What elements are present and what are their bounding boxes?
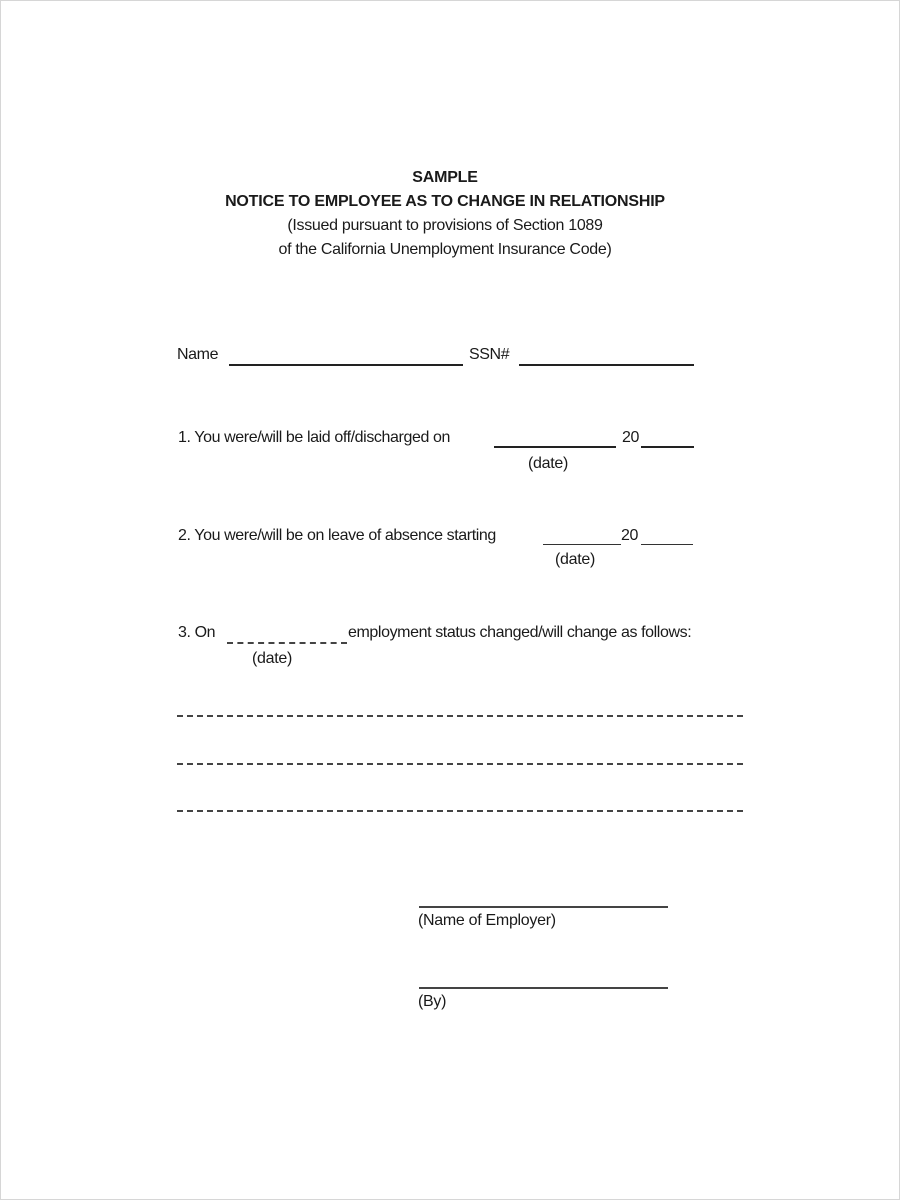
- document-subtitle-line2: of the California Unemployment Insurance Code): [278, 241, 612, 258]
- item-3-text: employment status changed/will change as follows:: [348, 624, 692, 641]
- item-1-text: 1. You were/will be laid off/discharged on: [178, 429, 450, 446]
- employer-name-field[interactable]: [419, 906, 668, 908]
- employer-name-label: (Name of Employer): [418, 912, 556, 929]
- item-2-date-field[interactable]: [543, 544, 621, 545]
- item-3-prefix: 3. On: [178, 624, 216, 641]
- item-1-date-field[interactable]: [494, 446, 616, 448]
- item-2-year-field[interactable]: [641, 544, 693, 545]
- by-signature-field[interactable]: [419, 987, 668, 989]
- item-2-text: 2. You were/will be on leave of absence starting: [178, 527, 496, 544]
- document-title: NOTICE TO EMPLOYEE AS TO CHANGE IN RELATIONSHIP: [225, 193, 665, 210]
- description-line-3[interactable]: [177, 810, 743, 812]
- item-1-year-prefix: 20: [622, 429, 639, 446]
- ssn-field[interactable]: [519, 364, 694, 366]
- item-2-date-hint: (date): [555, 551, 595, 568]
- item-3-date-field[interactable]: [227, 642, 347, 644]
- item-1-date-hint: (date): [528, 455, 568, 472]
- item-3-date-hint: (date): [252, 650, 292, 667]
- name-field[interactable]: [229, 364, 463, 366]
- name-label: Name: [177, 346, 219, 363]
- by-label: (By): [418, 993, 447, 1010]
- document-label-sample: SAMPLE: [412, 169, 478, 186]
- ssn-label: SSN#: [469, 346, 510, 363]
- description-line-1[interactable]: [177, 715, 743, 717]
- item-1-year-field[interactable]: [641, 446, 694, 448]
- description-line-2[interactable]: [177, 763, 743, 765]
- item-2-year-prefix: 20: [621, 527, 638, 544]
- document-subtitle-line1: (Issued pursuant to provisions of Section 1089: [287, 217, 603, 234]
